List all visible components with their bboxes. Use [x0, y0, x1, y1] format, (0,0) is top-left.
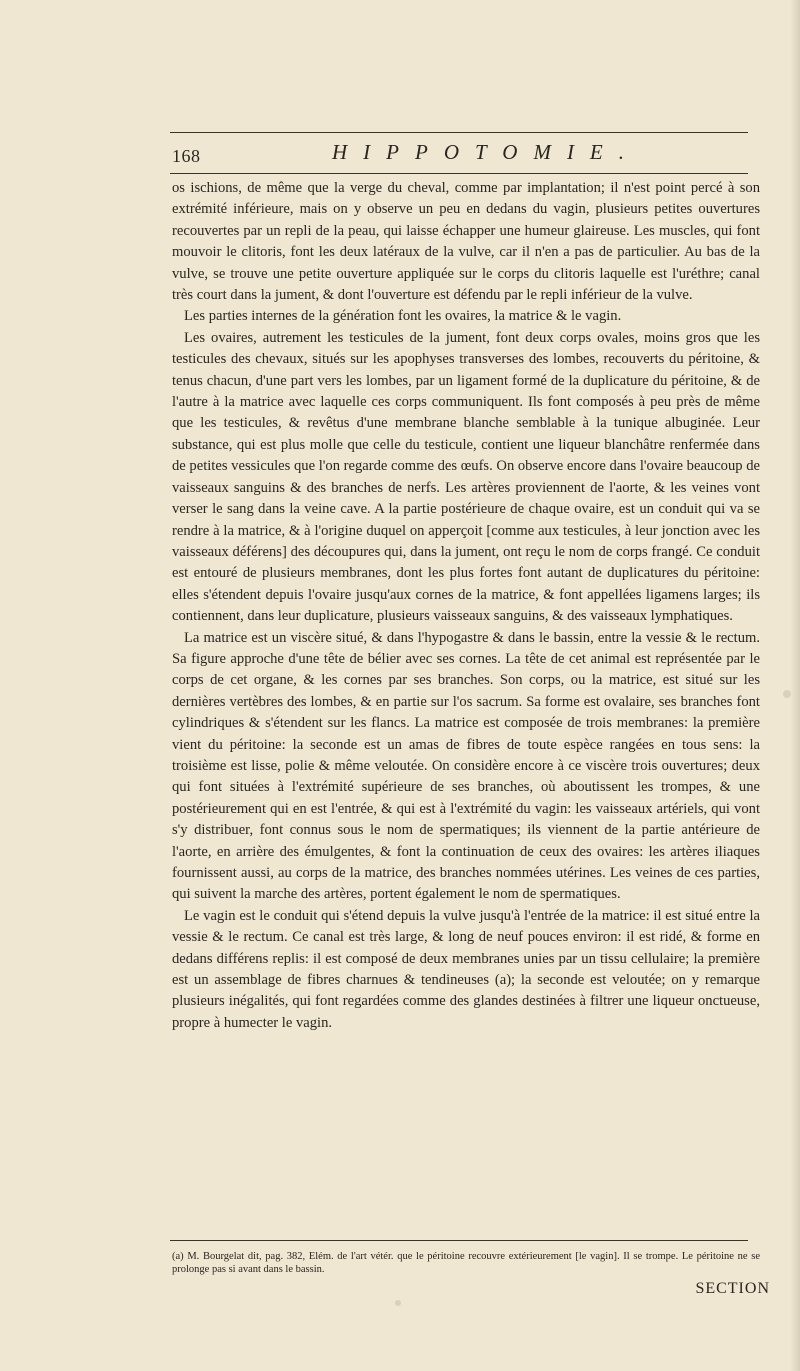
page-number: 168 [172, 146, 201, 166]
paragraph-ovaires: Les ovaires, autrement les testicules de la jument, font deux corps ovales, moins gros que les testicules des chevaux, situés sur les apophyses transverses des lombes, recouverts du péritoine, & tenus chacun, d'une part vers les lombes, par un ligament formé de la duplicature du péritoine, & de l'autre à la matrice avec laquelle ces corps communiquent. Ils font composés à peu près de même que les testicules, & revêtus d'une membrane blanche semblable à la tunique albuginée. Leur substance, qui est plus molle que celle du testicule, contient une liqueur blanchâtre renfermée dans de petites vessicules que l'on regarde comme des œufs. On observe encore dans l'ovaire beaucoup de vaisseaux sanguins & des branches de nerfs. Les artères proviennent de l'aorte, & les veines vont verser le sang dans la veine cave. A la partie postérieure de chaque ovaire, est un conduit qui va se rendre à la matrice, & à l'origine duquel on apperçoit [comme aux testicules, à leur jonction avec les vaisseaux déférens] des découpures qui, dans la jument, ont reçu le nom de corps frangé. Ce conduit est entouré de plusieurs membranes, dont les plus fortes font autant de duplicatures du péritoine: elles s'étendent depuis l'ovaire jusqu'aux cornes de la matrice, & font appellées ligamens larges; ils contiennent, dans leur duplicature, plusieurs vaisseaux sanguins, & des vaisseaux lymphatiques. [172, 329, 760, 625]
paper-stain [395, 1300, 401, 1306]
paragraph-matrice: La matrice est un viscère situé, & dans l'hypogastre & dans le bassin, entre la vessie & le rectum. Sa figure approche d'une tête de bélier avec ses cornes. La tête de cet animal est représentée par le corps de cet organe, & les cornes par ses branches. Son corps, ou la matrice, est situé sur les dernières vertèbres des lombes, & en partie sur l'os sacrum. Sa forme est ovalaire, ses branches font cylindriques & s'étendent sur les flancs. La matrice est composée de trois membranes: la première vient du péritoine: la seconde est un amas de fibres de toute espèce rangées en tous sens: la troisième est lisse, polie & même veloutée. On considère encore à ce viscère trois ouvertures; deux qui font situées à l'extrémité supérieure de ses branches, où aboutissent les trompes, & une postérieurement qui en est l'entrée, & qui est à l'extrémité du vagin: les vaisseaux artériels, qui vont s'y distribuer, font connus sous le nom de spermatiques; ils viennent de la partie antérieure de l'aorte, en arrière des émulgentes, & font la continuation de ceux des ovaires: les artères iliaques fournissent aussi, au corps de la matrice, des branches nommées utérines. Les veines de ces parties, qui suivent la marche des artères, portent également le nom de spermatiques. [172, 629, 760, 903]
main-text [172, 178, 760, 1034]
paragraph-vagin: Le vagin est le conduit qui s'étend depuis la vulve jusqu'à l'entrée de la matrice: il est situé entre la vessie & le rectum. Ce canal est très large, & long de neuf pouces environ: il est ridé, & forme en dedans différens replis: il est composé de deux membranes unies par un tissu cellulaire; la première est un assemblage de fibres charnues & tendineuses (a); la seconde est veloutée; on y remarque plusieurs inégalités, qui font regardées comme des glandes destinées à filtrer une liqueur onctueuse, propre à humecter le vagin. [172, 907, 760, 1031]
header-rule [170, 173, 748, 174]
paragraph-internal-parts: Les parties internes de la génération font les ovaires, la matrice & le vagin. [184, 308, 622, 325]
page-edge [790, 0, 800, 1371]
footnote-rule [170, 1240, 748, 1241]
paragraph-continued: os ischions, de même que la verge du cheval, comme par implantation; il n'est point percé à son extrémité inférieure, mais on y observe un peu en dedans du vagin, plusieurs petites ouvertures recouvertes par un repli de la peau, qui laisse échapper une humeur glaireuse. Les muscles, qui font mouvoir le clitoris, font les deux latéraux de la vulve, car il n'en a pas de particulier. Au bas de la vulve, se trouve une petite ouverture appliquée sur le corps du clitoris laquelle est l'uréthre; canal très court dans la jument, & dont l'ouverture est défendu par le repli inférieur de la vulve. [172, 180, 760, 304]
top-rule [170, 132, 748, 133]
running-title: HIPPOTOMIE. [332, 140, 641, 164]
catchword: SECTION [695, 1280, 770, 1297]
paper-stain [783, 690, 791, 698]
page-header [172, 140, 752, 170]
footnote: (a) M. Bourgelat dit, pag. 382, Elém. de l'art vétér. que le péritoine recouvre extérieurement [le vagin]. Il se trompe. Le péritoine ne se prolonge pas si avant dans le bassin. [172, 1251, 760, 1275]
